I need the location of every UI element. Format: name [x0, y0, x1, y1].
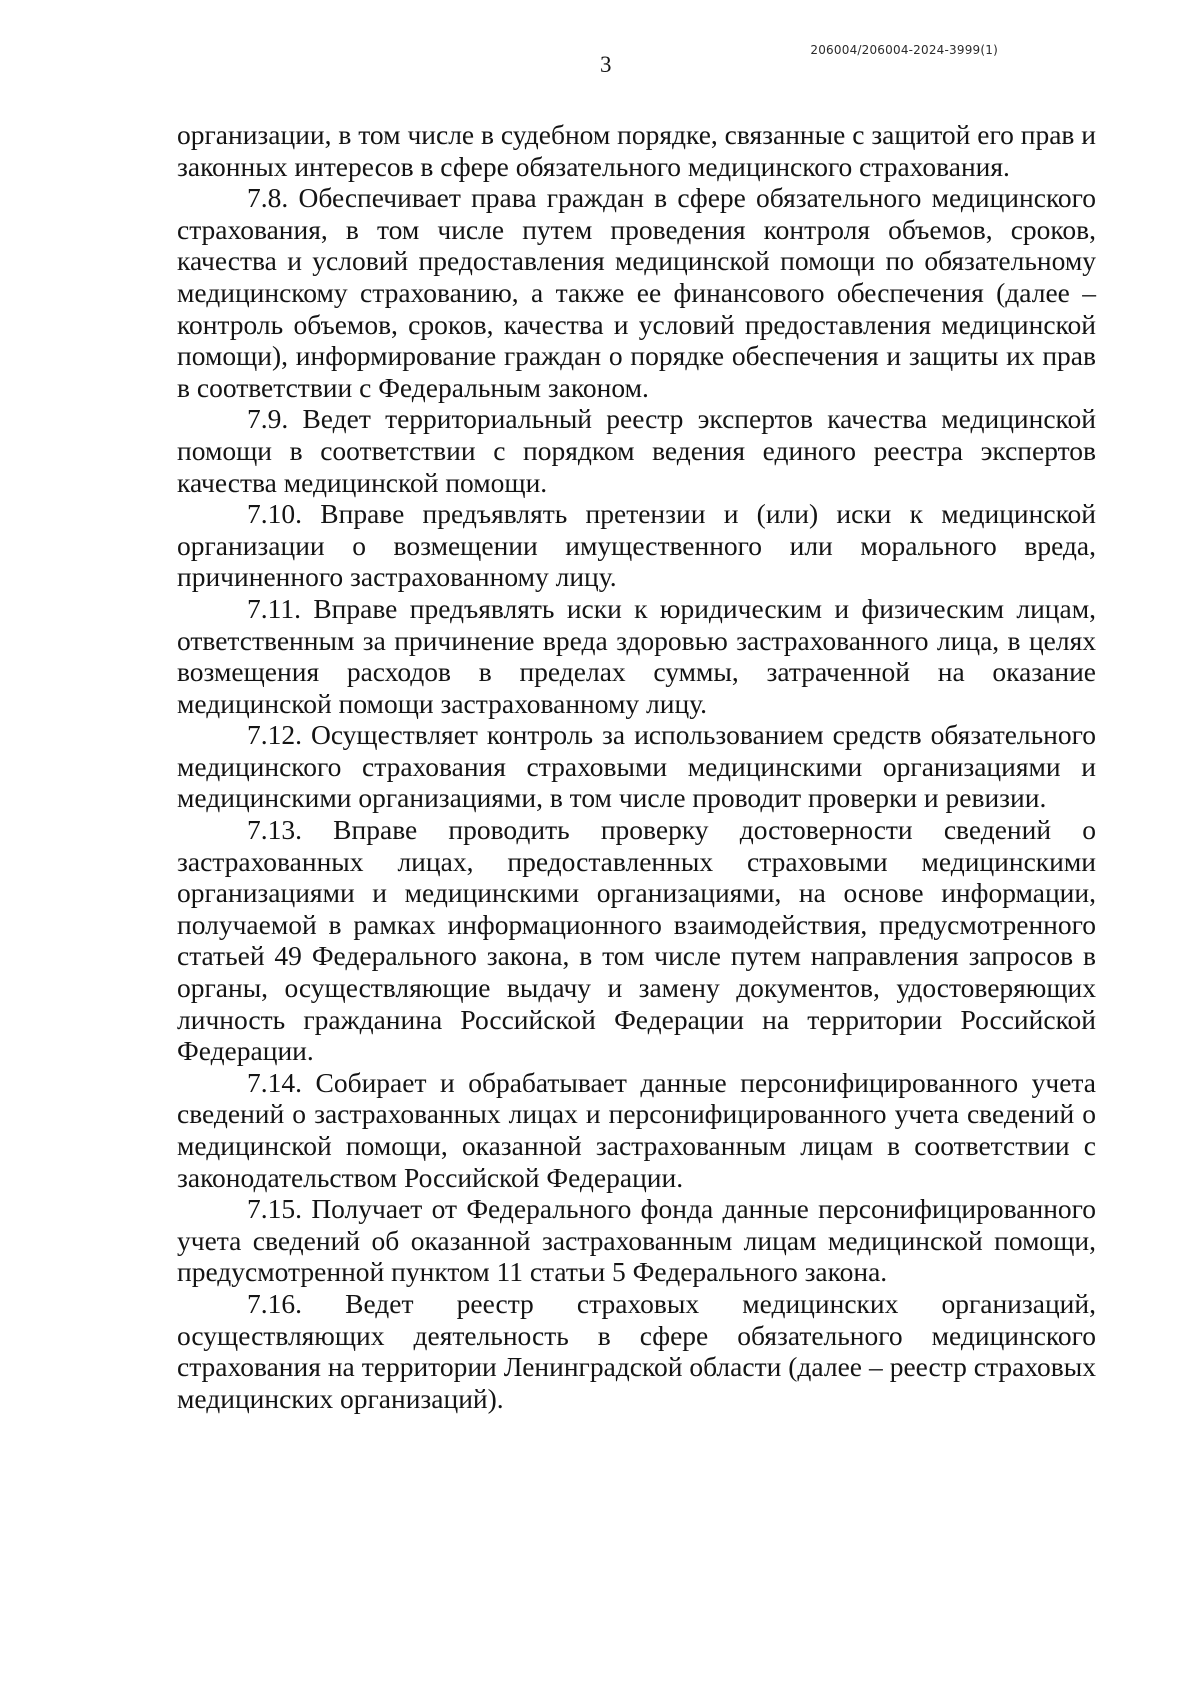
paragraph-7-10: 7.10. Вправе предъявлять претензии и (или) иски к медицинской организации о возмещении имущественного или морального вреда, причиненного застрахованному лицу.: [177, 498, 1096, 593]
paragraph-7-15: 7.15. Получает от Федерального фонда данные персонифицированного учета сведений об оказанной застрахованным лицам медицинской помощи, предусмотренной пунктом 11 статьи 5 Федерального закона.: [177, 1193, 1096, 1288]
page-number: 3: [600, 52, 612, 77]
paragraph-7-11: 7.11. Вправе предъявлять иски к юридическим и физическим лицам, ответственным за причинение вреда здоровью застрахованного лица, в целях возмещения расходов в пределах суммы, затраченной на оказание медицинской помощи застрахованному лицу.: [177, 592, 1096, 719]
paragraph-7-16: 7.16. Ведет реестр страховых медицинских организаций, осуществляющих деятельность в сфере обязательного медицинского страхования на территории Ленинградской области (далее – реестр страховых медицинских организаций).: [177, 1287, 1096, 1414]
paragraph-7-13: 7.13. Вправе проводить проверку достоверности сведений о застрахованных лицах, предоставленных страховыми медицинскими организациями и медицинскими организациями, на основе информации, получаемой в рамках информационного взаимодействия, предусмотренного статьей 49 Федерального закона, в том числе путем направления запросов в органы, осуществляющие выдачу и замену документов, удостоверяющих личность гражданина Российской Федерации на территории Российской Федерации.: [177, 814, 1096, 1067]
paragraph-continuation: организации, в том числе в судебном порядке, связанные с защитой его прав и законных интересов в сфере обязательного медицинского страхования.: [177, 119, 1096, 182]
paragraph-7-9: 7.9. Ведет территориальный реестр экспертов качества медицинской помощи в соответствии с порядком ведения единого реестра экспертов качества медицинской помощи.: [177, 403, 1096, 498]
paragraph-7-12: 7.12. Осуществляет контроль за использованием средств обязательного медицинского страхования страховыми медицинскими организациями и медицинскими организациями, в том числе проводит проверки и ревизии.: [177, 719, 1096, 814]
document-body: [177, 119, 1096, 1414]
paragraph-7-8: 7.8. Обеспечивает права граждан в сфере обязательного медицинского страхования, в том числе путем проведения контроля объемов, сроков, качества и условий предоставления медицинской помощи по обязательному медицинскому страхованию, а также ее финансового обеспечения (далее – контроль объемов, сроков, качества и условий предоставления медицинской помощи), информирование граждан о порядке обеспечения и защиты их прав в соответствии с Федеральным законом.: [177, 182, 1096, 403]
paragraph-7-14: 7.14. Собирает и обрабатывает данные персонифицированного учета сведений о застрахованных лицах и персонифицированного учета сведений о медицинской помощи, оказанной застрахованным лицам в соответствии с законодательством Российской Федерации.: [177, 1066, 1096, 1193]
document-reference-number: 206004/206004-2024-3999(1): [810, 43, 998, 57]
